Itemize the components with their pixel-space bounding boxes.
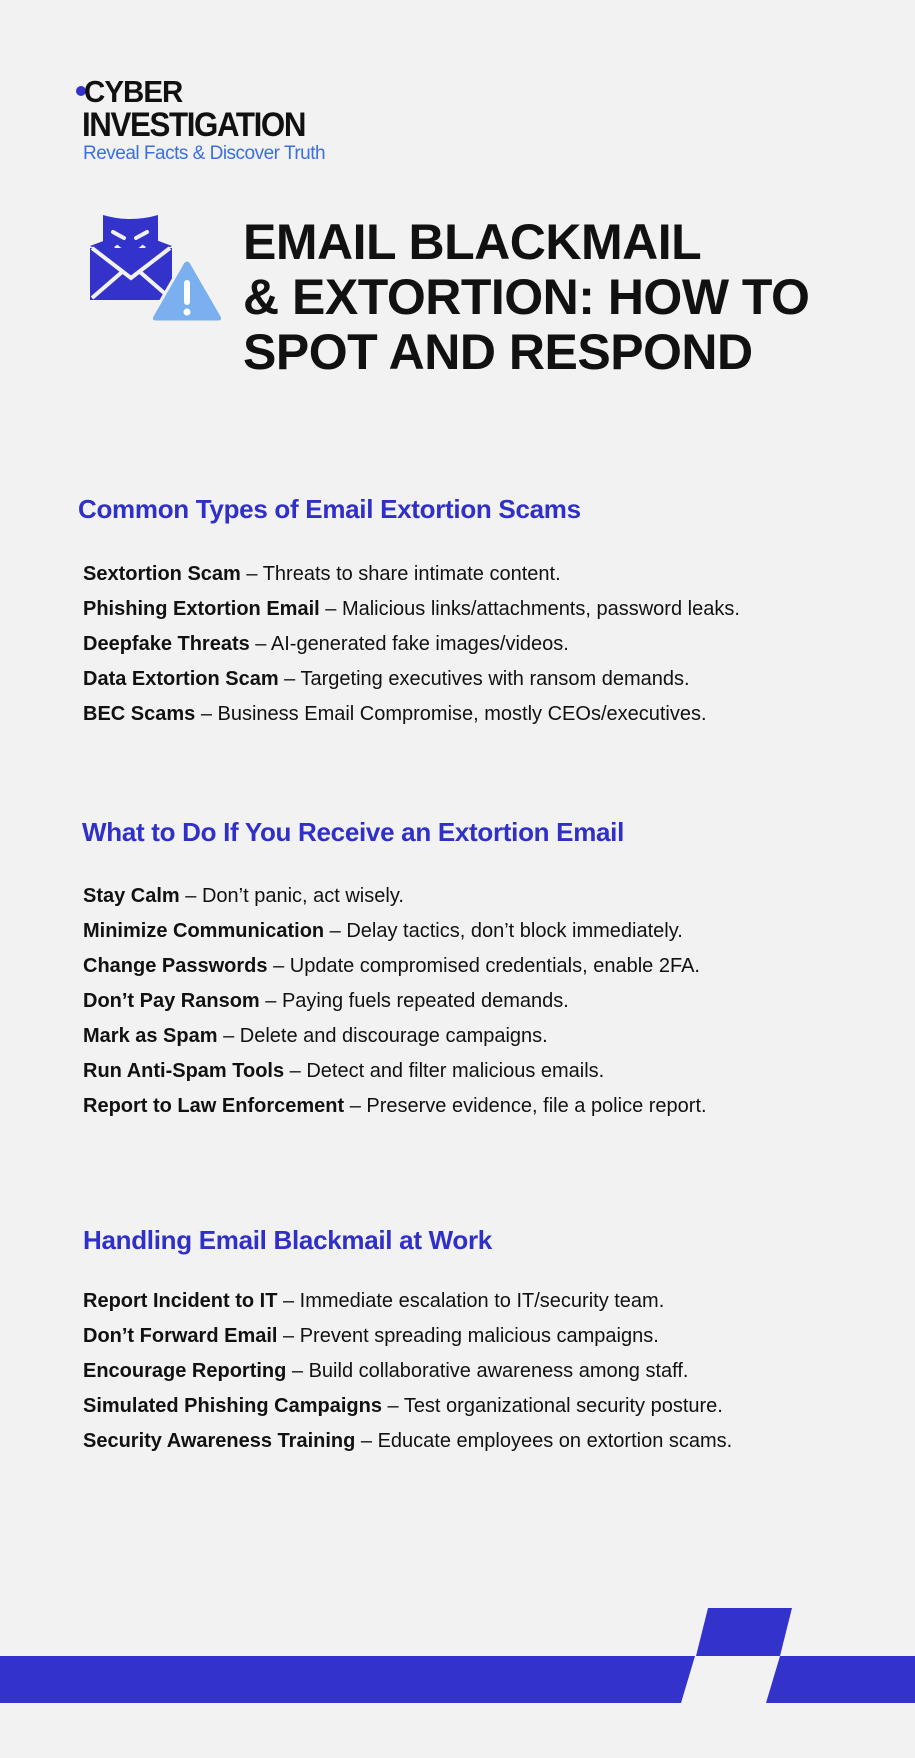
list-item	[83, 627, 740, 662]
at-work-list	[83, 1284, 732, 1459]
list-item	[83, 1424, 732, 1459]
item-desc: – Targeting executives with ransom demands.	[278, 668, 690, 690]
item-desc: – Business Email Compromise, mostly CEOs/executives.	[195, 703, 707, 725]
item-term: Security Awareness Training	[83, 1430, 356, 1452]
section-heading-at-work: Handling Email Blackmail at Work	[83, 1225, 492, 1255]
item-term: Phishing Extortion Email	[83, 598, 320, 620]
item-desc: – Preserve evidence, file a police report.	[344, 1095, 707, 1117]
item-term: Change Passwords	[83, 955, 268, 977]
item-term: Mark as Spam	[83, 1025, 218, 1047]
item-term: Sextortion Scam	[83, 563, 241, 585]
title-line: & EXTORTION: HOW TO	[243, 269, 810, 325]
logo-tagline: Reveal Facts & Discover Truth	[83, 143, 326, 164]
types-list	[83, 557, 740, 732]
footer-decoration	[0, 1600, 915, 1710]
item-term: Run Anti-Spam Tools	[83, 1060, 285, 1082]
envelope-icon	[90, 240, 172, 300]
email-blackmail-warning-icon	[80, 210, 230, 330]
section-heading-what-to-do: What to Do If You Receive an Extortion Email	[82, 817, 625, 847]
page-title	[243, 215, 809, 380]
item-desc: – Paying fuels repeated demands.	[259, 990, 569, 1012]
list-item	[83, 914, 707, 949]
item-term: Report to Law Enforcement	[83, 1095, 345, 1117]
footer-parallelogram	[696, 1608, 792, 1656]
item-desc: – Update compromised credentials, enable 2FA.	[267, 955, 700, 977]
list-item	[83, 557, 740, 592]
list-item	[83, 662, 740, 697]
item-desc: – Malicious links/attachments, password leaks.	[319, 598, 740, 620]
list-item	[83, 879, 707, 914]
item-desc: – Detect and filter malicious emails.	[284, 1060, 605, 1082]
list-item	[83, 984, 707, 1019]
item-desc: – Threats to share intimate content.	[240, 563, 561, 585]
item-desc: – AI-generated fake images/videos.	[249, 633, 569, 655]
item-desc: – Build collaborative awareness among staff.	[286, 1360, 689, 1382]
list-item	[83, 1284, 732, 1319]
item-term: Encourage Reporting	[83, 1360, 287, 1382]
what-to-do-list	[83, 879, 707, 1124]
item-term: Simulated Phishing Campaigns	[83, 1395, 382, 1417]
title-line: SPOT AND RESPOND	[243, 324, 753, 380]
item-desc: – Educate employees on extortion scams.	[355, 1430, 733, 1452]
list-item	[83, 1054, 707, 1089]
item-desc: – Test organizational security posture.	[381, 1395, 723, 1417]
item-desc: – Immediate escalation to IT/security team.	[277, 1290, 665, 1312]
item-term: Don’t Forward Email	[83, 1325, 278, 1347]
item-desc: – Delete and discourage campaigns.	[217, 1025, 548, 1047]
list-item	[83, 1019, 707, 1054]
item-term: Minimize Communication	[83, 920, 325, 942]
section-heading-types: Common Types of Email Extortion Scams	[78, 494, 581, 524]
list-item	[83, 1354, 732, 1389]
item-term: Don’t Pay Ransom	[83, 990, 260, 1012]
list-item	[83, 592, 740, 627]
logo-line-1: CYBER	[84, 74, 183, 109]
item-desc: – Prevent spreading malicious campaigns.	[277, 1325, 659, 1347]
item-term: Deepfake Threats	[83, 633, 250, 655]
list-item	[83, 697, 740, 732]
list-item	[83, 1089, 707, 1124]
list-item	[83, 1319, 732, 1354]
title-line: EMAIL BLACKMAIL	[243, 214, 702, 270]
item-term: BEC Scams	[83, 703, 196, 725]
list-item	[83, 949, 707, 984]
footer-bar-right	[766, 1656, 915, 1703]
footer-bar-left	[0, 1656, 695, 1703]
logo-line-2: INVESTIGATION	[82, 106, 306, 144]
item-term: Stay Calm	[83, 885, 180, 907]
item-term: Report Incident to IT	[83, 1290, 278, 1312]
item-desc: – Don’t panic, act wisely.	[179, 885, 404, 907]
item-term: Data Extortion Scam	[83, 668, 279, 690]
list-item	[83, 1389, 732, 1424]
item-desc: – Delay tactics, don’t block immediately.	[324, 920, 683, 942]
